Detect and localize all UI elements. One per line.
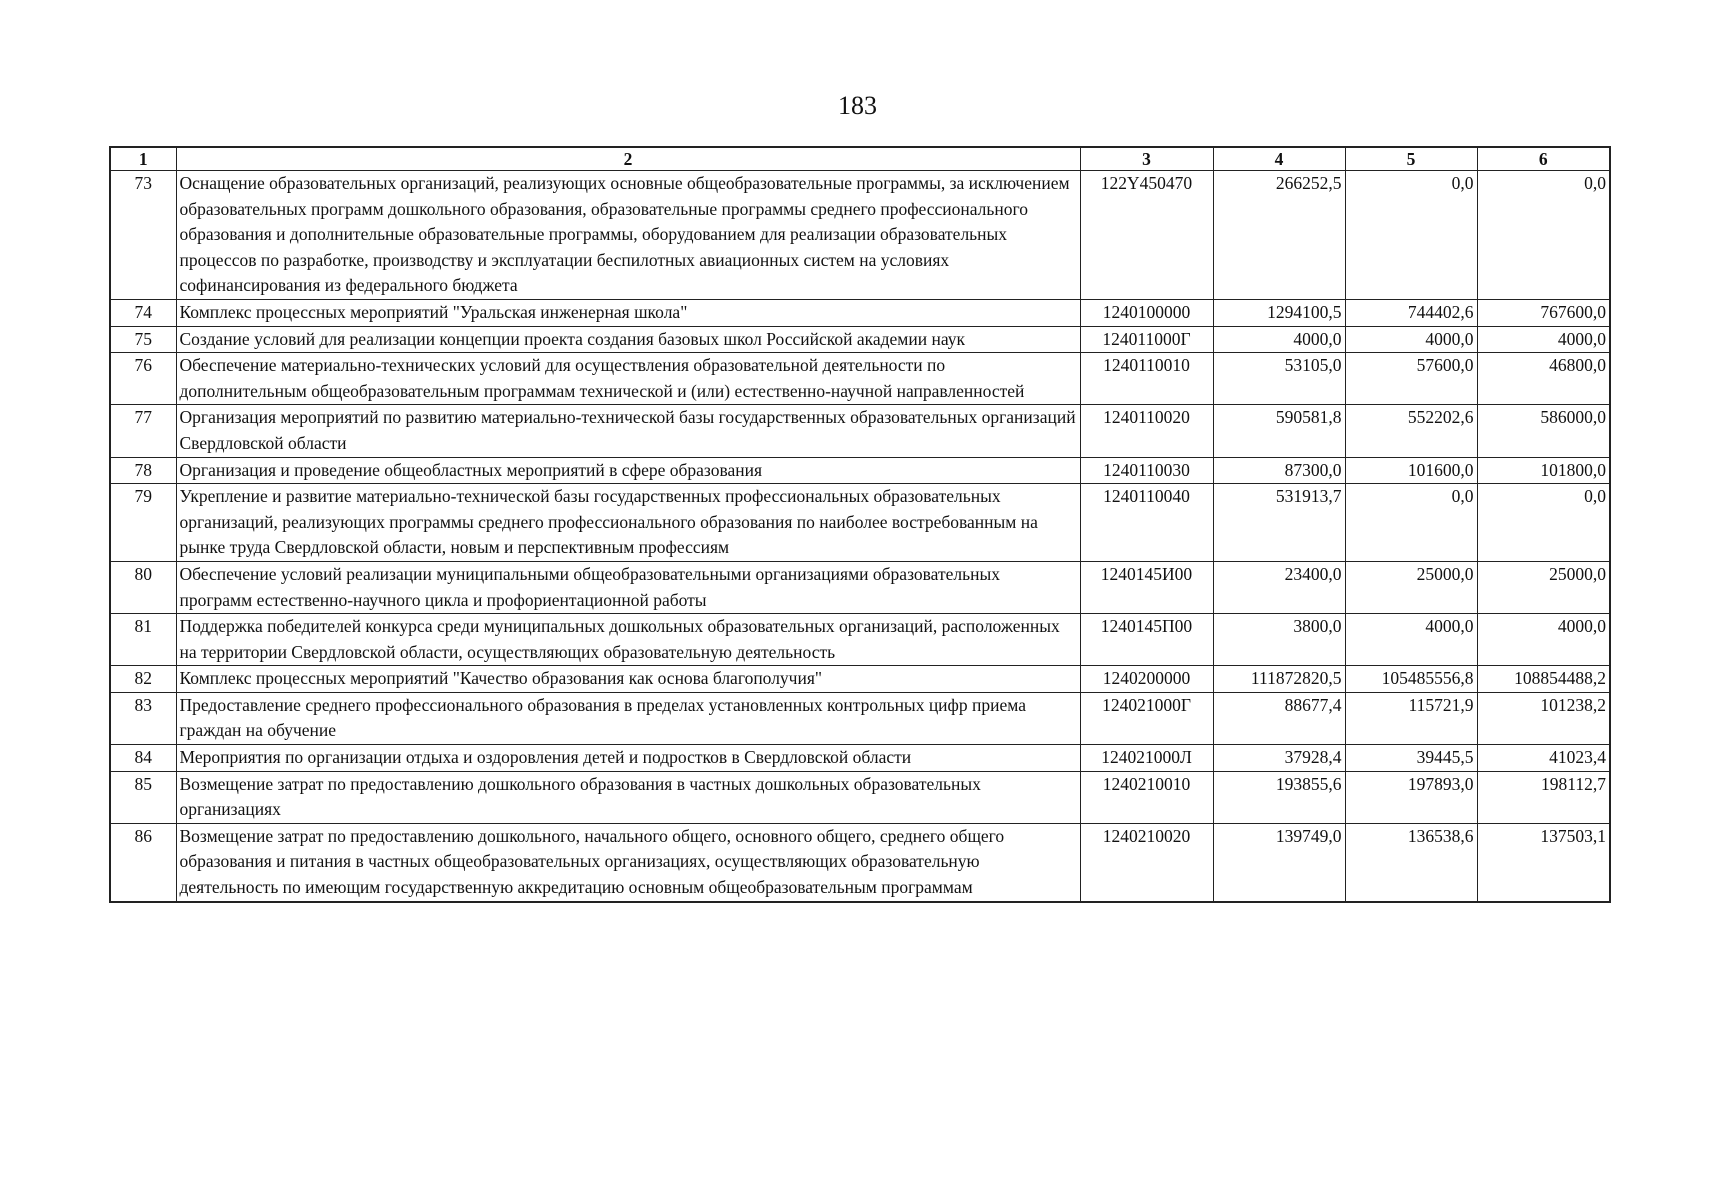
row-value-4: 88677,4: [1213, 692, 1345, 744]
row-code: 1240110030: [1080, 457, 1213, 484]
row-number: 86: [110, 823, 176, 901]
row-number: 78: [110, 457, 176, 484]
row-code: 124021000Л: [1080, 745, 1213, 772]
table-row: [110, 745, 1610, 772]
row-name: Возмещение затрат по предоставлению дошкольного образования в частных дошкольных образовательных организациях: [176, 771, 1080, 823]
row-number: 82: [110, 666, 176, 693]
row-code: 1240145И00: [1080, 561, 1213, 613]
row-number: 76: [110, 353, 176, 405]
row-number: 85: [110, 771, 176, 823]
row-value-6: 4000,0: [1477, 326, 1610, 353]
row-value-5: 39445,5: [1345, 745, 1477, 772]
row-name: Предоставление среднего профессионального образования в пределах установленных контрольных цифр приема граждан на обучение: [176, 692, 1080, 744]
row-value-6: 108854488,2: [1477, 666, 1610, 693]
row-value-4: 1294100,5: [1213, 299, 1345, 326]
row-value-5: 4000,0: [1345, 326, 1477, 353]
row-value-4: 3800,0: [1213, 614, 1345, 666]
row-code: 124021000Г: [1080, 692, 1213, 744]
row-number: 84: [110, 745, 176, 772]
row-value-5: 744402,6: [1345, 299, 1477, 326]
row-value-4: 193855,6: [1213, 771, 1345, 823]
row-name: Организация и проведение общеобластных мероприятий в сфере образования: [176, 457, 1080, 484]
row-name: Укрепление и развитие материально-технической базы государственных профессиональных образовательных организаций, реализующих программы среднего профессионального образования по наиболее востребованным на рынке труда Свердловской области, новым и перспективным профессиям: [176, 484, 1080, 562]
row-value-4: 531913,7: [1213, 484, 1345, 562]
row-value-4: 37928,4: [1213, 745, 1345, 772]
table-row: [110, 171, 1610, 300]
row-value-5: 25000,0: [1345, 561, 1477, 613]
row-value-5: 115721,9: [1345, 692, 1477, 744]
row-code: 1240110010: [1080, 353, 1213, 405]
row-value-5: 4000,0: [1345, 614, 1477, 666]
row-value-6: 137503,1: [1477, 823, 1610, 901]
row-code: 1240145П00: [1080, 614, 1213, 666]
row-value-6: 25000,0: [1477, 561, 1610, 613]
header-col-3: 3: [1080, 147, 1213, 171]
row-name: Обеспечение условий реализации муниципальными общеобразовательными организациями образовательных программ естественно-научного цикла и профориентационной работы: [176, 561, 1080, 613]
row-value-5: 552202,6: [1345, 405, 1477, 457]
row-code: 1240110020: [1080, 405, 1213, 457]
row-value-4: 23400,0: [1213, 561, 1345, 613]
row-name: Возмещение затрат по предоставлению дошкольного, начального общего, основного общего, среднего общего образования и питания в частных общеобразовательных организациях, осуществляющих образовательную деятельность по имеющим государственную аккредитацию основным общеобразовательным программам: [176, 823, 1080, 901]
row-value-4: 4000,0: [1213, 326, 1345, 353]
page-number: 183: [838, 91, 877, 120]
row-value-5: 136538,6: [1345, 823, 1477, 901]
row-value-6: 586000,0: [1477, 405, 1610, 457]
table-row: [110, 666, 1610, 693]
row-number: 81: [110, 614, 176, 666]
row-number: 75: [110, 326, 176, 353]
row-name: Обеспечение материально-технических условий для осуществления образовательной деятельности по дополнительным общеобразовательным программам технической и (или) естественно-научной направленностей: [176, 353, 1080, 405]
header-col-4: 4: [1213, 147, 1345, 171]
table-row: [110, 326, 1610, 353]
row-value-4: 87300,0: [1213, 457, 1345, 484]
row-code: 1240200000: [1080, 666, 1213, 693]
row-value-6: 767600,0: [1477, 299, 1610, 326]
header-row: [110, 147, 1610, 171]
table-row: [110, 823, 1610, 901]
row-value-4: 111872820,5: [1213, 666, 1345, 693]
row-value-4: 590581,8: [1213, 405, 1345, 457]
row-number: 79: [110, 484, 176, 562]
row-value-5: 101600,0: [1345, 457, 1477, 484]
row-code: 1240100000: [1080, 299, 1213, 326]
row-name: Создание условий для реализации концепции проекта создания базовых школ Российской академии наук: [176, 326, 1080, 353]
header-col-1: 1: [110, 147, 176, 171]
header-col-2: 2: [176, 147, 1080, 171]
header-col-6: 6: [1477, 147, 1610, 171]
row-code: 122Y450470: [1080, 171, 1213, 300]
table-row: [110, 771, 1610, 823]
row-value-6: 4000,0: [1477, 614, 1610, 666]
row-number: 83: [110, 692, 176, 744]
row-number: 80: [110, 561, 176, 613]
table-row: [110, 561, 1610, 613]
table-row: [110, 692, 1610, 744]
row-value-5: 0,0: [1345, 484, 1477, 562]
row-name: Оснащение образовательных организаций, реализующих основные общеобразовательные программы, за исключением образовательных программ дошкольного образования, образовательные программы среднего профессионального образования и дополнительные образовательные программы, оборудованием для реализации образовательных процессов по разработке, производству и эксплуатации беспилотных авиационных систем на условиях софинансирования из федерального бюджета: [176, 171, 1080, 300]
header-col-5: 5: [1345, 147, 1477, 171]
row-value-4: 139749,0: [1213, 823, 1345, 901]
row-name: Комплекс процессных мероприятий "Уральская инженерная школа": [176, 299, 1080, 326]
table-row: [110, 457, 1610, 484]
row-code: 1240210010: [1080, 771, 1213, 823]
table-row: [110, 614, 1610, 666]
row-name: Организация мероприятий по развитию материально-технической базы государственных образовательных организаций Свердловской области: [176, 405, 1080, 457]
row-value-5: 57600,0: [1345, 353, 1477, 405]
row-name: Поддержка победителей конкурса среди муниципальных дошкольных образовательных организаций, расположенных на территории Свердловской области, осуществляющих образовательную деятельность: [176, 614, 1080, 666]
row-number: 74: [110, 299, 176, 326]
row-value-6: 101238,2: [1477, 692, 1610, 744]
table-row: [110, 405, 1610, 457]
budget-table: [109, 146, 1611, 903]
row-value-6: 101800,0: [1477, 457, 1610, 484]
row-number: 73: [110, 171, 176, 300]
table-row: [110, 484, 1610, 562]
row-value-6: 46800,0: [1477, 353, 1610, 405]
row-value-4: 53105,0: [1213, 353, 1345, 405]
row-value-5: 105485556,8: [1345, 666, 1477, 693]
row-value-6: 0,0: [1477, 171, 1610, 300]
row-value-5: 0,0: [1345, 171, 1477, 300]
row-value-6: 198112,7: [1477, 771, 1610, 823]
row-value-5: 197893,0: [1345, 771, 1477, 823]
row-value-6: 0,0: [1477, 484, 1610, 562]
row-value-6: 41023,4: [1477, 745, 1610, 772]
row-name: Мероприятия по организации отдыха и оздоровления детей и подростков в Свердловской области: [176, 745, 1080, 772]
row-code: 1240210020: [1080, 823, 1213, 901]
row-code: 1240110040: [1080, 484, 1213, 562]
table-row: [110, 299, 1610, 326]
row-name: Комплекс процессных мероприятий "Качество образования как основа благополучия": [176, 666, 1080, 693]
row-code: 124011000Г: [1080, 326, 1213, 353]
row-number: 77: [110, 405, 176, 457]
table-row: [110, 353, 1610, 405]
row-value-4: 266252,5: [1213, 171, 1345, 300]
